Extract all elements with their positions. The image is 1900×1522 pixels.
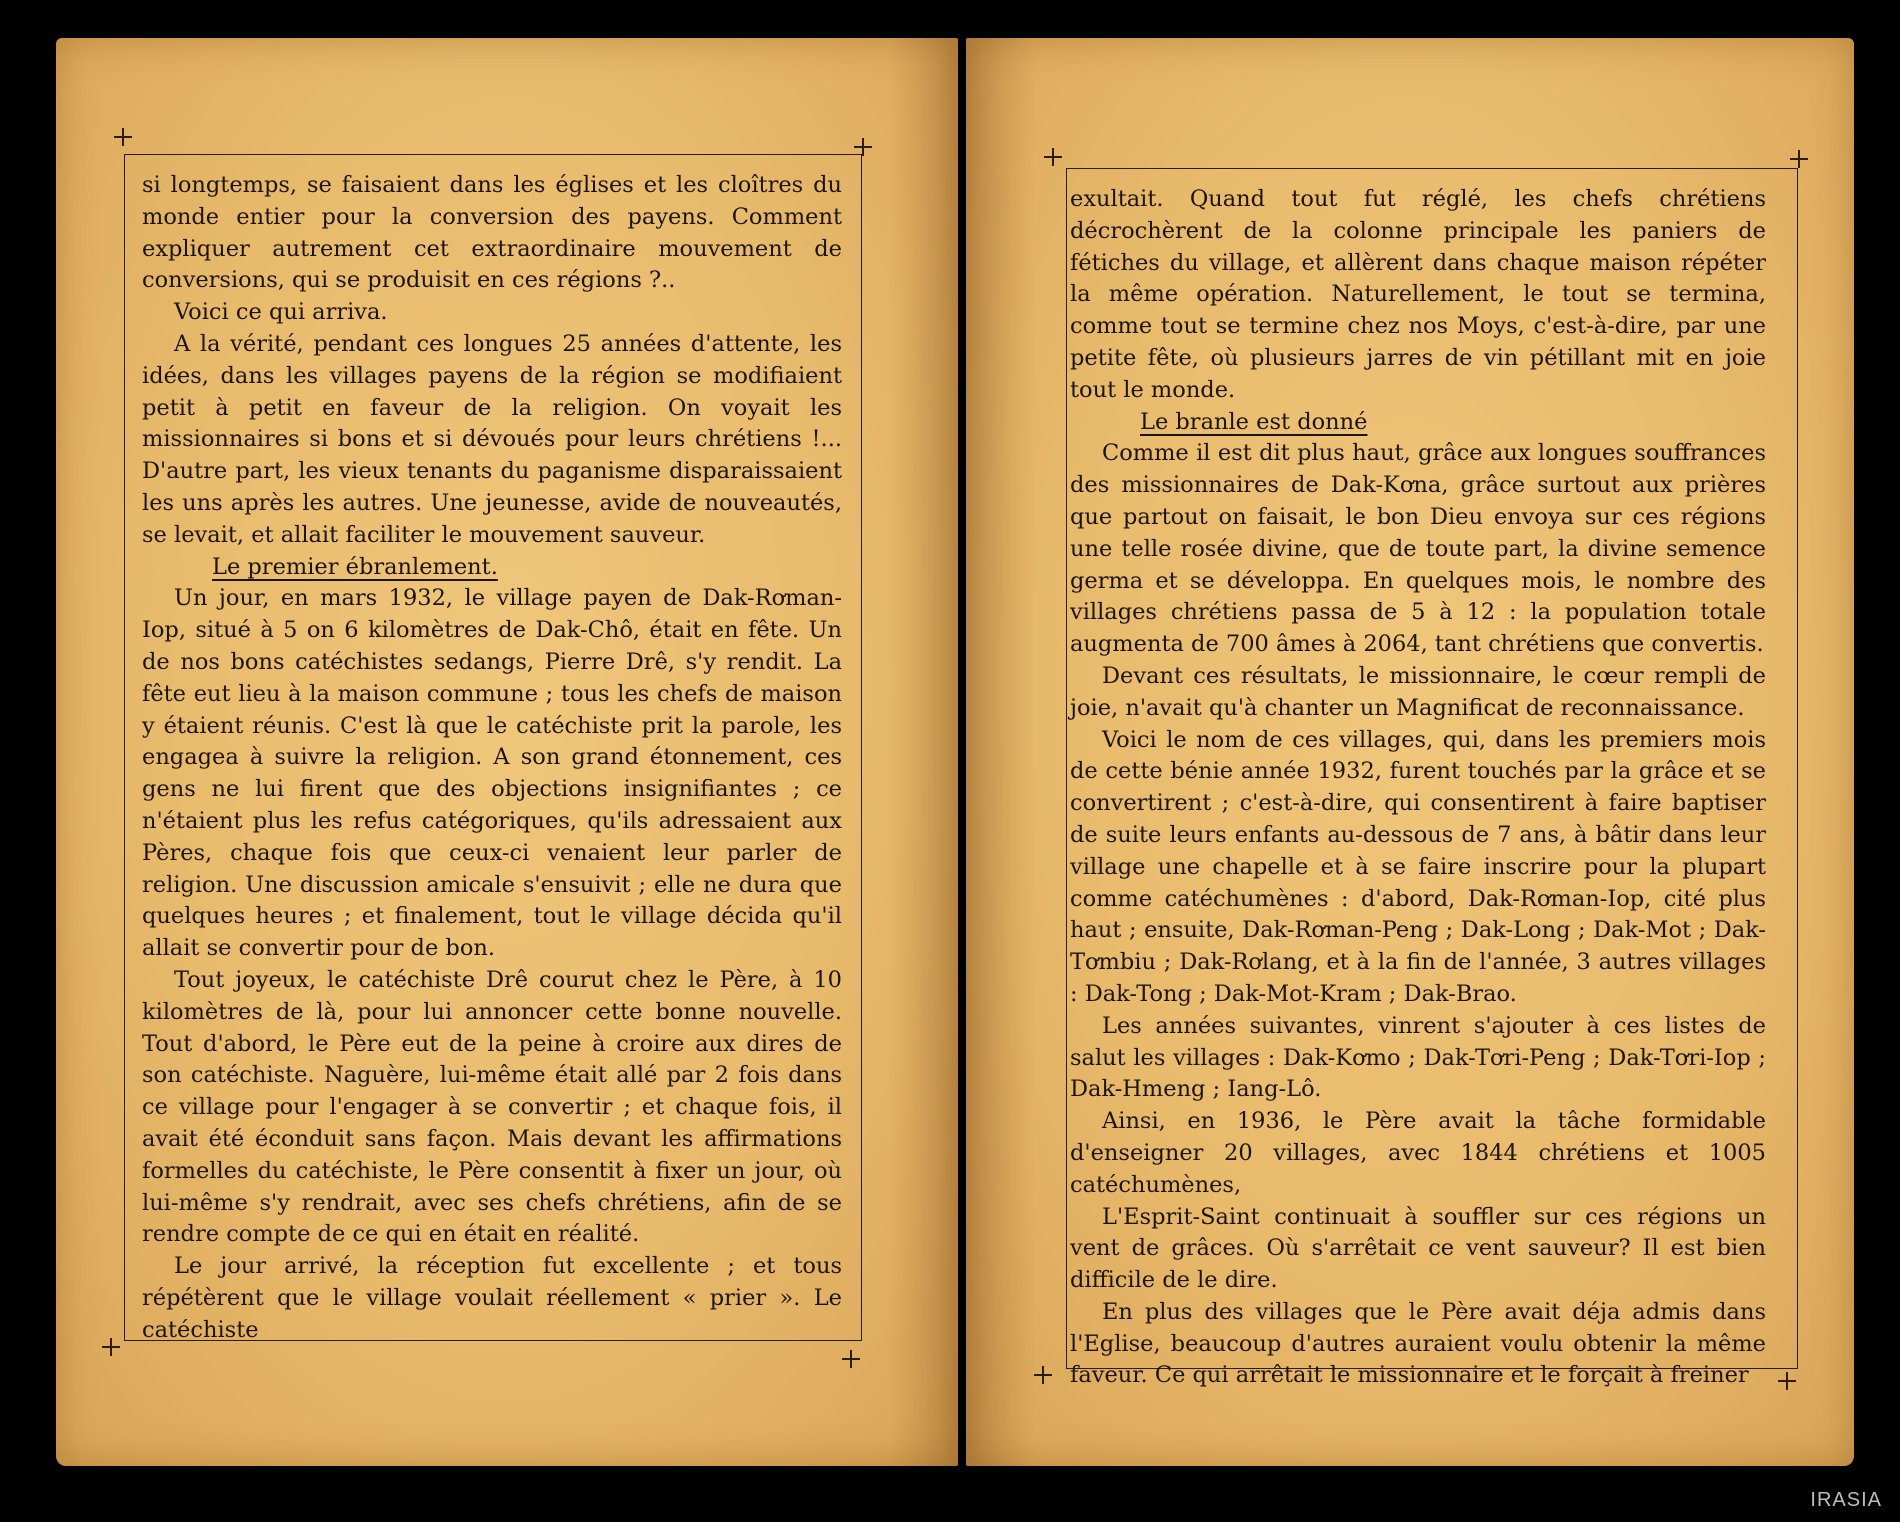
paragraph: Un jour, en mars 1932, le village payen de Dak-Rơman-Iop, situé à 5 on 6 kilomètres de Dak-Chô, était en fête. Un de nos bons catéchistes sedangs, Pierre Drê, s'y rendit. La fête eut lieu à la maison commune ; tous les chefs de maison y étaient réunis. C'est là que le catéchiste prit la parole, les engagea à suivre la religion. A son grand étonnement, ces gens ne lui firent que des objections insignifiantes ; ce n'étaient plus les refus catégoriques, qu'ils adressaient aux Pères, chaque fois que ceux-ci venaient leur parler de religion. Une discussion amicale s'ensuivit ; elle ne dura que quelques heures ; et finalement, tout le village décida qu'il allait se convertir pour de bon. xyxy=(142,585,842,962)
paragraph: si longtemps, se faisaient dans les églises et les cloîtres du monde entier pour la conversion des payens. Comment expliquer autrement cet extraordinaire mouvement de conversions, qui se produisit en ces régions ?.. xyxy=(142,172,842,294)
right-page-gutter-shadow xyxy=(966,38,1036,1466)
crop-mark-icon xyxy=(114,128,132,146)
paragraph: Voici le nom de ces villages, qui, dans les premiers mois de cette bénie année 1932, furent touchés par la grâce et se convertirent ; c'est-à-dire, qui consentirent à faire baptiser de suite leurs enfants au-dessous de 7 ans, à bâtir dans leur village une chapelle et à se faire inscrire pour la plupart comme catéchumènes : d'abord, Dak-Rơman-Iop, cité plus haut ; ensuite, Dak-Rơman-Peng ; Dak-Long ; Dak-Mot ; Dak-Tơmbiu ; Dak-Rơlang, et à la fin de l'année, 3 autres villages : Dak-Tong ; Dak-Mot-Kram ; Dak-Brao. xyxy=(1070,726,1766,1007)
paragraph: L'Esprit-Saint continuait à souffler sur ces régions un vent de grâces. Où s'arrêtait ce vent sauveur? Il est bien difficile de le dire. xyxy=(1070,1203,1766,1294)
paragraph: Le jour arrivé, la réception fut excellente ; et tous répétèrent que le village voulait réellement « prier ». Le catéchiste xyxy=(142,1253,842,1343)
paragraph: En plus des villages que le Père avait déja admis dans l'Eglise, beaucoup d'autres auraient voulu obtenir la même faveur. Ce qui arrêtait le missionnaire et le forçait à freiner xyxy=(1070,1298,1766,1389)
paragraph: Voici ce qui arriva. xyxy=(174,299,388,326)
left-page-gutter-shadow xyxy=(888,38,958,1466)
paragraph: Comme il est dit plus haut, grâce aux longues souffrances des missionnaires de Dak-Kơna, grâce surtout aux prières que partout on faisait, le bon Dieu envoya sur ces régions une telle rosée divine, que de toute part, la divine semence germa et se développa. En quelques mois, le nombre des villages chrétiens passa de 5 à 12 : la population totale augmenta de 700 âmes à 2064, tant chrétiens que convertis. xyxy=(1070,440,1766,658)
watermark: IRASIA xyxy=(1810,1489,1882,1511)
crop-mark-icon xyxy=(1034,1366,1052,1384)
paragraph: Ainsi, en 1936, le Père avait la tâche formidable d'enseigner 20 villages, avec 1844 chrétiens et 1005 catéchumènes, xyxy=(1070,1108,1766,1198)
crop-mark-icon xyxy=(1044,148,1062,166)
section-heading: Le premier ébranlement. xyxy=(212,553,498,580)
section-heading: Le branle est donné xyxy=(1140,408,1368,435)
paragraph: Les années suivantes, vinrent s'ajouter à ces listes de salut les villages : Dak-Kơmo ; Dak-Tơri-Peng ; Dak-Tơri-Iop ; Dak-Hmeng ; Iang-Lô. xyxy=(1070,1012,1766,1103)
paragraph: Tout joyeux, le catéchiste Drê courut chez le Père, à 10 kilomètres de là, pour lui annoncer cette bonne nouvelle. Tout d'abord, le Père eut de la peine à croire aux dires de son catéchiste. Naguère, lui-même était allé par 2 fois dans ce village pour l'engager à se convertir ; et chaque fois, il avait été éconduit sans façon. Mais devant les affirmations formelles du catéchiste, le Père consentit à fixer un jour, où lui-même s'y rendrait, avec ses chefs chrétiens, afin de se rendre compte de ce qui en était en réalité. xyxy=(142,966,842,1248)
crop-mark-icon xyxy=(1790,150,1808,168)
crop-mark-icon xyxy=(1778,1372,1796,1390)
paragraph: Devant ces résultats, le missionnaire, le cœur rempli de joie, n'avait qu'à chanter un Magnificat de reconnaissance. xyxy=(1070,662,1766,721)
left-page-body xyxy=(142,170,842,1346)
paragraph: A la vérité, pendant ces longues 25 années d'attente, les idées, dans les villages payens de la région se modifiaient petit à petit en faveur de la religion. On voyait les missionnaires si bons et si dévoués pour leurs chrétiens !... D'autre part, les vieux tenants du paganisme disparaissaient les uns après les autres. Une jeunesse, avide de nouveautés, se levait, et allait faciliter le mouvement sauveur. xyxy=(142,330,842,548)
crop-mark-icon xyxy=(842,1350,860,1368)
right-page-body xyxy=(1070,184,1766,1392)
crop-mark-icon xyxy=(102,1338,120,1356)
paragraph: exultait. Quand tout fut réglé, les chefs chrétiens décrochèrent de la colonne principale les paniers de fétiches du village, et allèrent dans chaque maison répéter la même opération. Naturellement, le tout se termina, comme tout se termine chez nos Moys, c'est-à-dire, par une petite fête, où plusieurs jarres de vin pétillant mit en joie tout le monde. xyxy=(1070,186,1766,403)
